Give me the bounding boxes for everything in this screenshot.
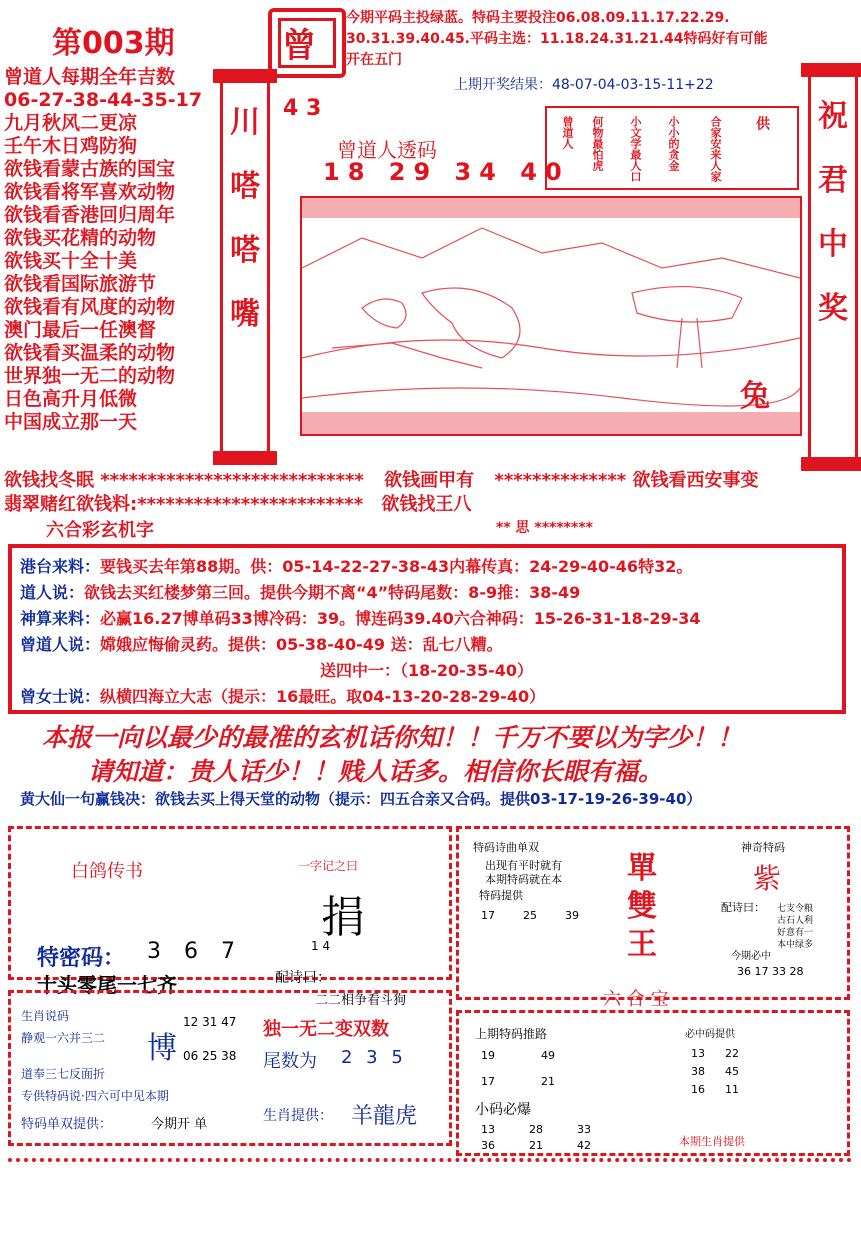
bizhong-title: 必中码提供 (685, 1029, 735, 1040)
duyi-title: 独一无二变双数 (263, 1019, 389, 1040)
bottom-lower-left-box (8, 990, 452, 1146)
col-line: 道奉三七反面折 (21, 1067, 106, 1081)
bu-nums: 12 31 47 (183, 1015, 237, 1029)
peishi-label: 配诗曰： (275, 970, 331, 986)
left-list-item: 欲钱看香港回归周年 (4, 204, 176, 226)
left-list-item: 欲钱看国际旅游节 (4, 273, 157, 295)
shenqi-label: 配诗曰： (721, 901, 765, 914)
header-line-2: 30.31.39.40.45.平码主选：11.18.24.31.21.44特码好有可能 (346, 31, 768, 47)
liuhe-header: 六 合 宝 (603, 989, 669, 1010)
danshuang-label: 特码单双提供： (21, 1117, 113, 1132)
tuilu-num: 21 (541, 1075, 555, 1088)
shenqi-poem: 好意有一 (777, 928, 814, 938)
info-key: 神算来料： (20, 609, 101, 628)
tema-tigong: 特码提供 (479, 889, 523, 902)
pigeon-title: 白鸽传书 (71, 861, 143, 882)
newspaper-logo (268, 8, 346, 78)
bizhong-num: 16 (691, 1083, 705, 1096)
left-riddle-list (4, 66, 219, 434)
star-line-2 (4, 490, 471, 516)
info-text: 必赢16.27博单码33博冷码：39。博连码39.40六合神码：15-26-31-18-29-34 (100, 609, 701, 628)
left-list-item: 欲钱看买温柔的动物 (4, 342, 176, 364)
col-line: 专供特码说·四六可中见本期 (21, 1089, 169, 1103)
scroll-char: 嘴 (230, 297, 260, 332)
left-list-item: 壬午木日鸡防狗 (4, 135, 138, 157)
left-list-item: 欲钱看将军喜欢动物 (4, 181, 176, 203)
panel-column: 曾道人 (561, 116, 574, 149)
shenqi-poem: 七支令粮 (777, 904, 814, 914)
peishi-text: 二二相争看斗狗 (315, 993, 407, 1008)
panel-column: 供 (754, 116, 770, 130)
shenqi-char: 紫 (753, 862, 782, 895)
bottom-right-low-box (456, 989, 850, 1156)
landscape-illustration (302, 198, 800, 434)
bizhong-num: 38 (691, 1065, 705, 1078)
shengxiao-caption: 本期生肖提供 (679, 1135, 745, 1148)
bu-char: 博 (147, 1031, 177, 1066)
left-list-item: 06-27-38-44-35-17 (4, 89, 203, 111)
shenqi-nums: 36 17 33 28 (737, 965, 804, 978)
top-right-panel (545, 106, 799, 190)
left-list-item: 欲钱看有风度的动物 (4, 296, 176, 318)
info-text: 欲钱去买红楼梦第三回。提供今期不离“4”特码尾数：8-9推：38-49 (84, 583, 581, 602)
info-text: 要钱买去年第88期。供：05-14-22-27-38-43内幕传真：24-29-40-46特32。 (100, 557, 693, 576)
tou-numbers: 18 29 34 40 (323, 158, 570, 186)
danshuang-char: 雙 (627, 889, 657, 924)
info-key: 曾道人说： (20, 635, 101, 654)
star-line-2-right: 欲钱找王八 (381, 494, 472, 515)
info-text: 嫦娥应悔偷灵药。提供：05-38-40-49 送：乱七八糟。 (100, 635, 503, 654)
left-list-item: 欲钱买十全十美 (4, 250, 138, 272)
info-text: 送四中一：（18-20-35-40） (320, 661, 533, 680)
info-line (20, 580, 580, 603)
tema-poem-title: 特码诗曲单双 (473, 841, 539, 854)
panel-column: 小文学最人口 (629, 116, 642, 182)
scroll-rod (801, 63, 861, 77)
last-result: 上期开奖结果：48-07-04-03-15-11+22 (454, 77, 714, 93)
shenqi-hint: 今期必中 (731, 951, 771, 962)
scroll-char: 嗒 (230, 233, 260, 268)
shenqi-poem: 本中绿多 (777, 940, 814, 950)
logo-glyph-icon: 曾 (282, 26, 316, 66)
issue-number: 第003期 (52, 26, 175, 61)
slogan-line-2: 请知道：贵人话少！！贱人话多。相信你长眼有福。 (88, 757, 664, 786)
info-box (8, 544, 846, 714)
header-line-1: 今期平码主投绿蓝。特码主要投注06.08.09.11.17.22.29. (346, 10, 730, 26)
star-line-1-right: 欲钱看西安事变 (632, 470, 759, 491)
tuilu-num: 19 (481, 1049, 495, 1062)
shengxiao-value: 羊龍虎 (351, 1104, 418, 1129)
xiaoma-num: 33 (577, 1123, 591, 1136)
tema-nums: 3 6 7 (147, 939, 243, 964)
tuilu-num: 49 (541, 1049, 555, 1062)
header-line-3: 开在五门 (346, 52, 402, 68)
weishu-label: 尾数为 (263, 1051, 317, 1072)
one-word-title: 一字记之曰 (298, 859, 359, 873)
star-line-1-stars: ************** (494, 470, 627, 491)
scroll-rod (213, 451, 277, 465)
panel-column: 合家安来人家 (709, 116, 722, 182)
xiaoma-num: 13 (481, 1123, 495, 1136)
tema-num: 17 (481, 909, 495, 922)
tou-label: 曾道人透码 (337, 138, 437, 162)
danshuang-char: 王 (627, 927, 657, 962)
center-illustration (300, 196, 802, 436)
header-announcement (346, 8, 846, 71)
tuilu-num: 17 (481, 1075, 495, 1088)
tema-num: 39 (565, 909, 579, 922)
xiaoma-label: 小码必爆 (475, 1102, 531, 1118)
shenqi-title: 神奇特码 (741, 841, 785, 854)
one-word-char: 捐 (321, 892, 365, 943)
scroll-rod (213, 69, 277, 83)
tema-line: 十头零尾一七齐 (37, 973, 177, 997)
xiaoma-num: 42 (577, 1139, 591, 1152)
weishu-nums: 2 3 5 (341, 1047, 407, 1068)
info-line (20, 684, 545, 707)
left-list-item: 九月秋风二更凉 (4, 112, 138, 134)
xiaoma-num: 28 (529, 1123, 543, 1136)
info-line (20, 632, 503, 655)
info-key: 曾女士说： (20, 687, 101, 706)
scroll-char: 君 (818, 163, 848, 198)
tema-num: 25 (523, 909, 537, 922)
star-line-2-left: 翡翠赌红欲钱料:************************ (4, 494, 364, 515)
info-text: 纵横四海立大志（提示：16最旺。取04-13-20-28-29-40） (100, 687, 546, 706)
bizhong-num: 45 (725, 1065, 739, 1078)
huang-daxian-line: 黄大仙一句赢钱决：欲钱去买上得天堂的动物（提示：四五合亲又合码。提供03-17-19-26-39-40） (20, 790, 702, 808)
left-list-item: 中国成立那一天 (4, 411, 138, 433)
shenqi-poem: 古石人利 (777, 916, 814, 926)
left-list-item: 澳门最后一任澳督 (4, 319, 157, 341)
star-line-1-mid: 欲钱画甲有 (384, 470, 475, 491)
left-list-item: 欲钱买花精的动物 (4, 227, 157, 249)
panel-column: 何物最怕虎 (591, 116, 604, 171)
tema-label: 特密码： (37, 946, 126, 971)
left-scroll-banner (220, 80, 270, 454)
xiaoma-num: 36 (481, 1139, 495, 1152)
right-scroll-banner (808, 74, 858, 460)
scroll-char: 嗒 (230, 169, 260, 204)
scroll-rod (801, 457, 861, 471)
left-list-item: 曾道人每期全年吉数 (4, 66, 176, 88)
slogan-line-1: 本报一向以最少的最准的玄机话你知！！千万不要以为字少！！ (42, 723, 743, 752)
star-line-1 (4, 466, 758, 492)
info-line (20, 606, 701, 629)
xiaoma-num: 21 (529, 1139, 543, 1152)
danshuang-char: 單 (627, 851, 657, 886)
figure-word: 兔 (740, 379, 770, 414)
scroll-char: 奖 (818, 291, 848, 326)
bizhong-num: 11 (725, 1083, 739, 1096)
star-line-1-left: 欲钱找冬眠 **************************** (4, 470, 364, 491)
tema-poem-line: 出现有平时就有 (485, 859, 562, 872)
info-line (20, 554, 692, 577)
scroll-char: 祝 (818, 99, 848, 134)
bottom-left-box (8, 826, 452, 1008)
panel-column: 小小的贪金 (667, 116, 680, 171)
col-line: 静观一六并三二 (21, 1031, 106, 1045)
left-list-item: 欲钱看蒙古族的国宝 (4, 158, 176, 180)
hint-right: ** 思 ******** (496, 520, 593, 536)
info-key: 港台来料： (20, 557, 101, 576)
top-numbers: 4 3 (283, 96, 322, 121)
scroll-char: 川 (230, 105, 260, 140)
bottom-right-top-box (456, 826, 850, 1000)
tuilu-title: 上期特码推路 (475, 1027, 548, 1041)
col-title: 生肖说码 (21, 1009, 70, 1023)
bizhong-num: 22 (725, 1047, 739, 1060)
bu-nums: 06 25 38 (183, 1049, 237, 1063)
info-line (320, 658, 533, 681)
danshuang-value: 今期开 单 (151, 1117, 208, 1132)
tema-poem-line: 本期特码就在本 (485, 873, 562, 886)
hint-left: 六合彩玄机字 (46, 520, 154, 541)
bizhong-num: 13 (691, 1047, 705, 1060)
one-word-nums: 1 4 (311, 939, 331, 953)
left-list-item: 日色高升月低微 (4, 388, 138, 410)
shengxiao-label: 生肖提供： (263, 1108, 333, 1124)
scroll-char: 中 (818, 227, 848, 262)
left-list-item: 世界独一无二的动物 (4, 365, 176, 387)
info-key: 道人说： (20, 583, 85, 602)
bottom-divider (8, 1158, 852, 1162)
